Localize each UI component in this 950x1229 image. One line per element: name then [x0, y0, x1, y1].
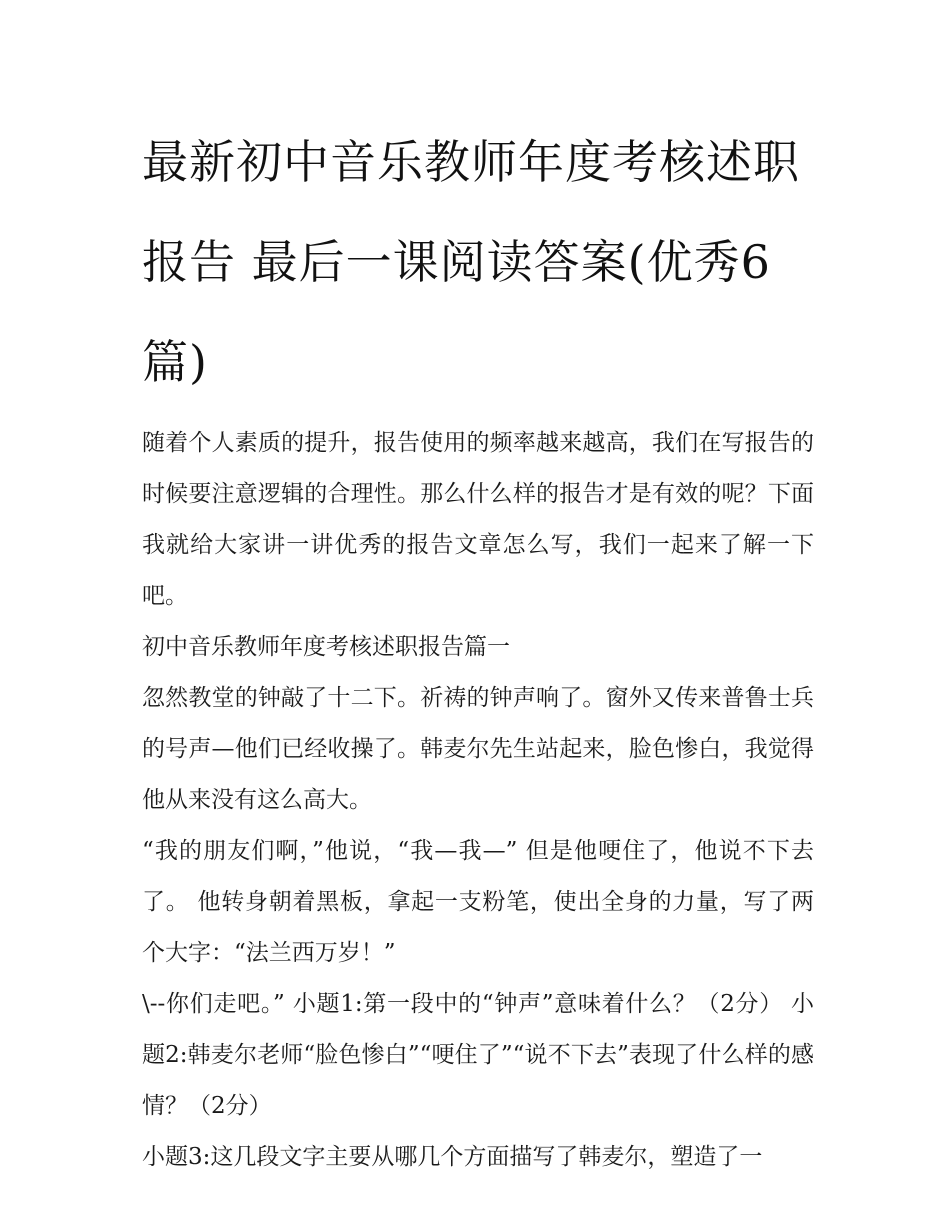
question-paragraph: 小题3:这几段文字主要从哪几个方面描写了韩麦尔，塑造了一 — [142, 1144, 763, 1170]
body-paragraph: “我的朋友们啊，”他说，“我—我—” 但是他哽住了，他说不下去了。 他转身朝着黑板，拿起一支粉笔，使出全身的力量，写了两个大字：“法兰西万岁！” — [142, 838, 814, 966]
question-paragraph: \--你们走吧。” 小题1:第一段中的“钟声”意味着什么？（2分） 小题2:韩麦尔老师“脸色惨白”“哽住了”“说不下去”表现了什么样的感情？（2分） — [142, 991, 814, 1119]
document-body — [142, 418, 814, 1183]
intro-paragraph: 随着个人素质的提升，报告使用的频率越来越高，我们在写报告的时候要注意逻辑的合理性。那么什么样的报告才是有效的呢？下面我就给大家讲一讲优秀的报告文章怎么写，我们一起来了解一下吧。 — [142, 430, 814, 609]
document-page — [142, 112, 814, 1183]
section-heading: 初中音乐教师年度考核述职报告篇一 — [142, 634, 510, 660]
body-paragraph: 忽然教堂的钟敲了十二下。祈祷的钟声响了。窗外又传来普鲁士兵的号声—他们已经收操了。韩麦尔先生站起来，脸色惨白，我觉得他从来没有这么高大。 — [142, 685, 814, 813]
document-title: 最新初中音乐教师年度考核述职报告 最后一课阅读答案(优秀6篇) — [142, 135, 800, 389]
